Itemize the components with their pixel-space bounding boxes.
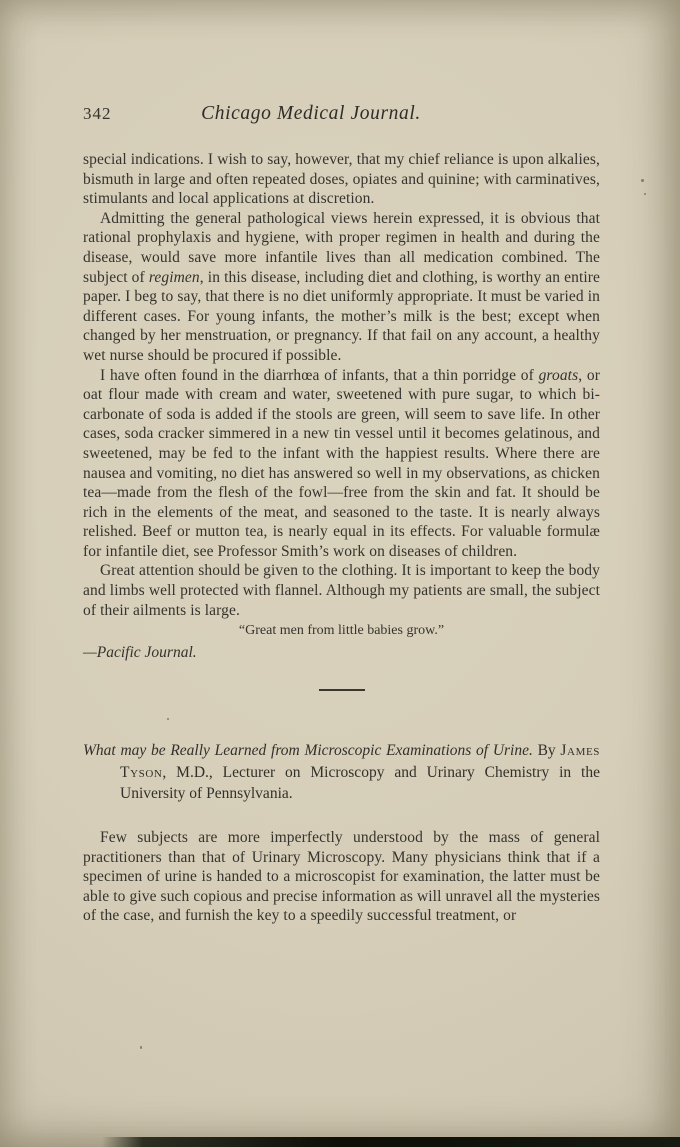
paragraph-text: Admitting the general pathological views herein expressed, it is obvious that rational prophylaxis and hygiene, with proper regimen in health and during the disease, would save more infantile lives than all medication combined. The subject of <box>83 209 600 286</box>
section-divider <box>319 689 365 691</box>
quotation: “Great men from little babies grow.” <box>238 623 445 639</box>
byline-rest: , M.D., Lecturer on Microscopy and Urinary Chemistry in the University of Pennsylvania. <box>120 763 600 803</box>
page-number: 342 <box>83 104 112 123</box>
dust-speck <box>167 718 169 720</box>
author-name: James Tyson <box>120 742 601 781</box>
article-next <box>83 740 600 925</box>
paragraph-text: , or oat flour made with cream and water, sweetened with pure sugar, to which bi-carbonate of soda is added if the stools are green, will seem to save life. In other cases, soda cracker simmered in a new tin vessel until it becomes gelatinous, and sweetened, may be fed to the infant with the happiest results. Where there are nausea and vomiting, no diet has answered so well in my observations, as chicken tea—made from the flesh of the fowl—free from the skin and fat. It should be rich in the elements of the meat, and seasoned to the taste. It is nearly always relished. Beef or mutton tea, is nearly equal in its effects. For valuable formulæ for infantile diet, see Professor Smith’s work on diseases of children. <box>83 366 601 560</box>
italic-term: regimen <box>148 268 200 286</box>
paragraph: Few subjects are more imperfectly understood by the mass of general practitioners than that of Urinary Microscopy. Many physicians think that if a specimen of urine is handed to a microscopist for examination, the latter must be able to give such copious and precise information as will unravel all the mysteries of the case, and furnish the key to a speedily successful treatment, or <box>83 828 600 925</box>
dust-speck <box>644 193 646 195</box>
italic-term: groats <box>538 366 579 384</box>
paragraph-text: I have often found in the diarrhœa of infants, that a thin porridge of <box>100 366 539 384</box>
article-title-italic: What may be Really Learned from Microscopic Examinations of Urine. <box>83 742 533 760</box>
article-conclusion <box>83 150 600 662</box>
source-attribution: —Pacific Journal. <box>83 643 197 661</box>
scan-edge-shadow <box>0 1137 680 1147</box>
paragraph <box>83 366 600 562</box>
paragraph: special indications. I wish to say, however, that my chief reliance is upon alkalies, bismuth in large and often repeated doses, opiates and quinine; with carminatives, stimulants and local applications at discretion. <box>83 151 600 208</box>
dust-speck <box>140 1046 142 1049</box>
dust-speck <box>641 179 644 182</box>
byline-prefix: By <box>532 742 561 760</box>
journal-title: Chicago Medical Journal. <box>201 103 421 124</box>
paragraph-text: , in this disease, including diet and clothing, is worthy an entire paper. I beg to say, that there is no diet uniformly appropriate. It must be varied in different cases. For young infants, the mother’s milk is the best; except when changed by her menstruation, or pregnancy. If that fail on any account, a healthy wet nurse should be procured if possible. <box>83 268 600 364</box>
paragraph <box>83 209 600 366</box>
paragraph: Great attention should be given to the clothing. It is important to keep the body and limbs well protected with flannel. Although my patients are small, the subject of their ailments is large. <box>83 562 600 619</box>
article-title <box>83 740 600 805</box>
page-header <box>83 103 600 125</box>
